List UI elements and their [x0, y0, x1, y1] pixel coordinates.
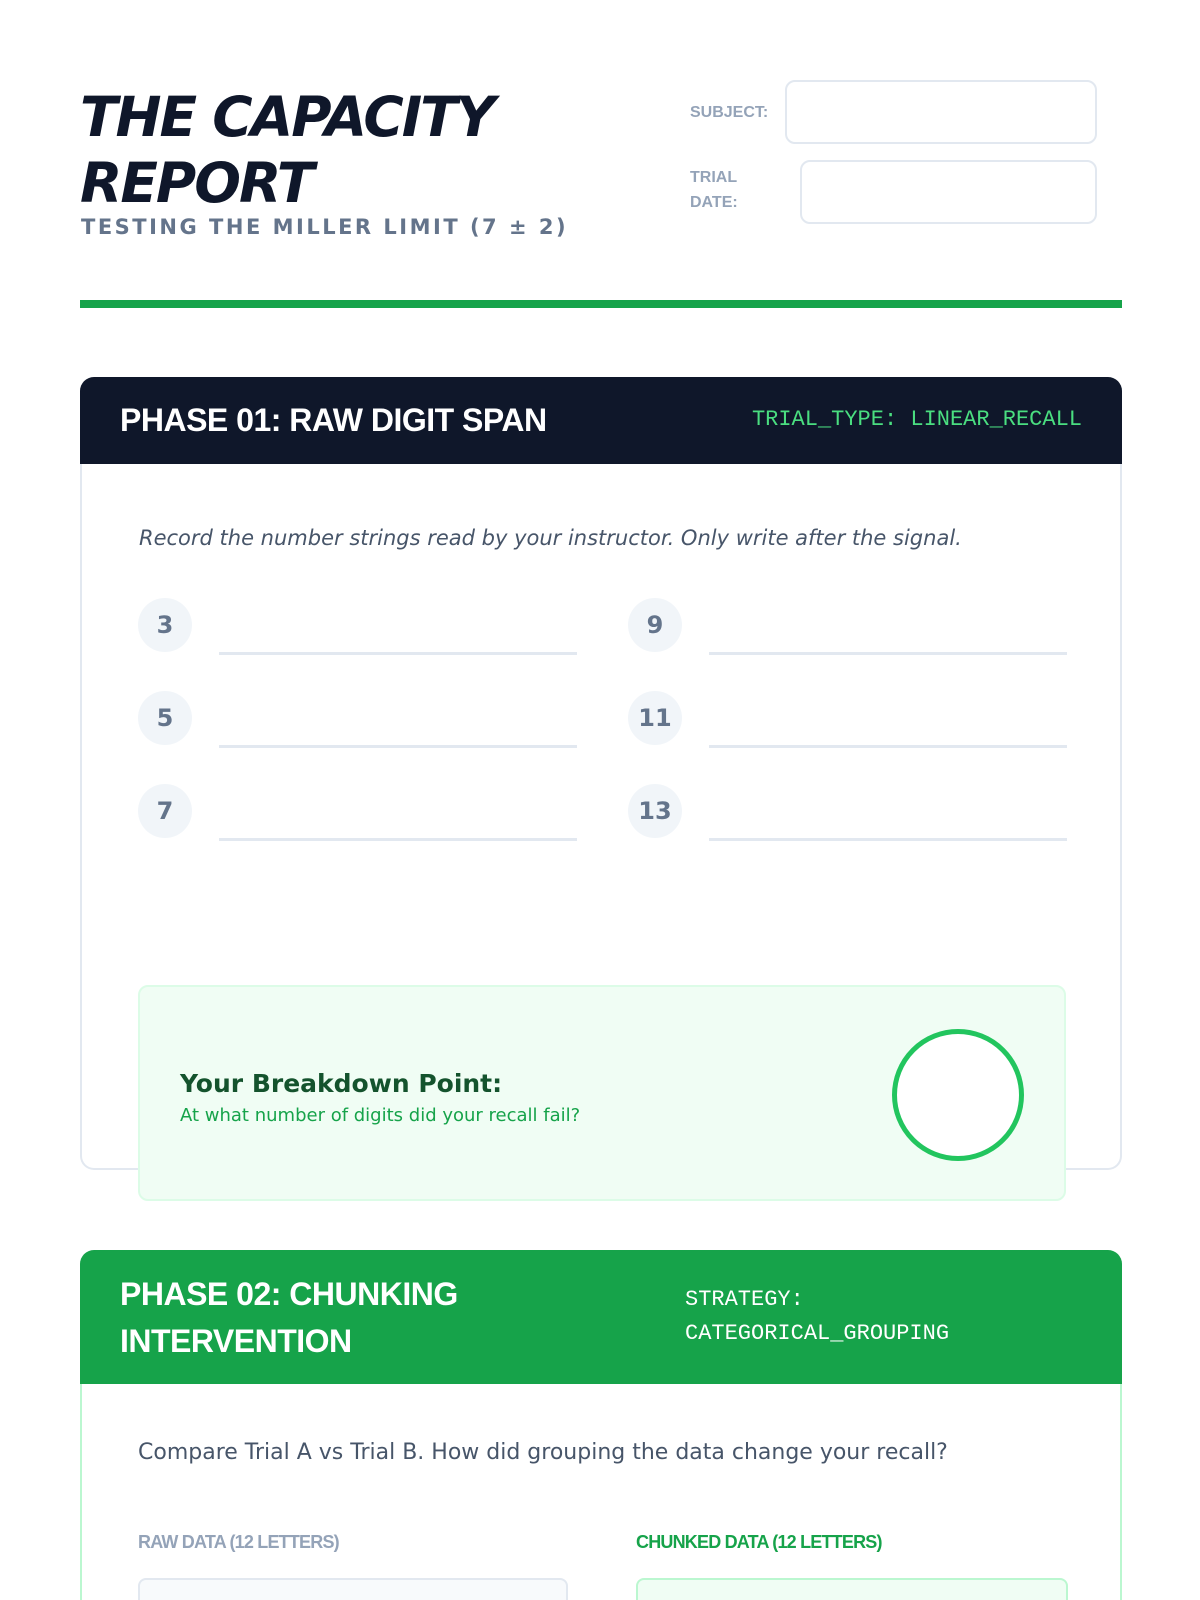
phase-01-body	[80, 464, 1122, 1170]
phase-02-strategy	[685, 1283, 1025, 1351]
report-title-line-1: THE CAPACITY	[80, 85, 494, 149]
raw-data-box[interactable]	[138, 1578, 568, 1600]
digit-count-badge: 13	[628, 784, 682, 838]
report-header	[80, 80, 1120, 245]
digit-count-badge: 3	[138, 598, 192, 652]
breakdown-subtitle: At what number of digits did your recall fail?	[180, 1105, 581, 1126]
phase-02-instruction: Compare Trial A vs Trial B. How did grouping the data change your recall?	[138, 1440, 948, 1465]
subject-label: SUBJECT:	[690, 104, 769, 121]
report-title	[80, 84, 680, 216]
digit-count-badge: 11	[628, 691, 682, 745]
digit-count-badge: 9	[628, 598, 682, 652]
header-divider	[80, 300, 1122, 308]
trial-date-label-line-1: TRIAL	[690, 169, 738, 186]
breakdown-point-box	[138, 985, 1066, 1201]
trial-date-label	[690, 165, 738, 215]
recall-answer-line[interactable]	[709, 652, 1067, 655]
phase-01-section	[80, 377, 1122, 1170]
report-title-line-2: REPORT	[80, 151, 313, 215]
phase-01-trial-type: TRIAL_TYPE: LINEAR_RECALL	[751, 407, 1082, 432]
chunked-data-label: CHUNKED DATA (12 LETTERS)	[636, 1532, 882, 1552]
recall-answer-line[interactable]	[219, 745, 577, 748]
trial-date-field[interactable]	[800, 160, 1097, 224]
phase-01-instruction: Record the number strings read by your instructor. Only write after the signal.	[139, 526, 962, 550]
phase-02-body	[80, 1384, 1122, 1600]
phase-01-header	[80, 377, 1122, 464]
trial-date-label-line-2: DATE:	[690, 194, 738, 211]
phase-02-section	[80, 1250, 1122, 1600]
breakdown-answer-circle[interactable]	[892, 1029, 1024, 1161]
phase-01-title: PHASE 01: RAW DIGIT SPAN	[120, 402, 547, 438]
phase-02-strategy-line-1: STRATEGY:	[685, 1287, 804, 1312]
phase-02-title: PHASE 02: CHUNKING INTERVENTION	[120, 1276, 458, 1359]
digit-count-badge: 7	[138, 784, 192, 838]
digit-count-badge: 5	[138, 691, 192, 745]
breakdown-title: Your Breakdown Point:	[180, 1069, 503, 1098]
phase-02-strategy-line-2: CATEGORICAL_GROUPING	[685, 1321, 950, 1346]
recall-answer-line[interactable]	[709, 838, 1067, 841]
report-subtitle: TESTING THE MILLER LIMIT (7 ± 2)	[81, 215, 569, 239]
chunked-data-box[interactable]	[636, 1578, 1068, 1600]
raw-data-label: RAW DATA (12 LETTERS)	[138, 1532, 339, 1552]
phase-02-header	[80, 1250, 1122, 1384]
recall-answer-line[interactable]	[709, 745, 1067, 748]
recall-answer-line[interactable]	[219, 838, 577, 841]
subject-field[interactable]	[785, 80, 1097, 144]
recall-answer-line[interactable]	[219, 652, 577, 655]
